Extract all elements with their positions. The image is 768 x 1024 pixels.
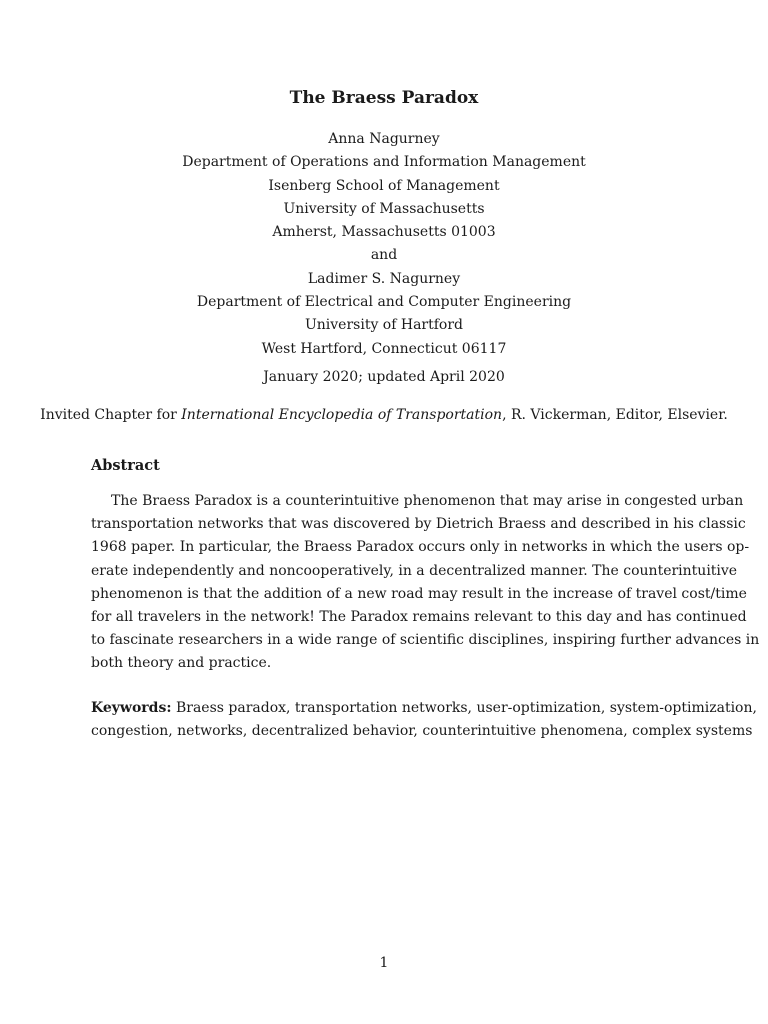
abstract-heading: Abstract xyxy=(91,457,160,474)
abstract-line: transportation networks that was discovered by Dietrich Braess and described in his classic xyxy=(91,516,746,533)
author-affiliation: University of Massachusetts xyxy=(283,200,485,217)
author-address: West Hartford, Connecticut 06117 xyxy=(261,340,507,357)
author-separator: and xyxy=(370,247,398,264)
abstract-line: to fascinate researchers in a wide range of scientific disciplines, inspiring further advances in xyxy=(91,632,760,649)
keywords-section xyxy=(91,697,757,743)
invited-chapter-note xyxy=(0,407,768,423)
abstract-line: for all travelers in the network! The Paradox remains relevant to this day and has continued xyxy=(91,609,747,626)
abstract-line: both theory and practice. xyxy=(91,655,272,672)
author-affiliation: Isenberg School of Management xyxy=(268,177,500,194)
author-name: Anna Nagurney xyxy=(328,131,440,147)
keywords-text: Braess paradox, transportation networks, user-optimization, system-optimization, xyxy=(171,700,757,716)
paper-date: January 2020; updated April 2020 xyxy=(263,369,505,385)
abstract-body xyxy=(91,490,760,676)
keywords-line xyxy=(91,697,757,720)
author-affiliation: Department of Electrical and Computer Engineering xyxy=(196,294,572,311)
author-affiliation: Department of Operations and Information Management xyxy=(182,154,586,171)
abstract-line: 1968 paper. In particular, the Braess Paradox occurs only in networks in which the users op- xyxy=(91,539,750,556)
keywords-label: Keywords: xyxy=(91,700,172,716)
author-affiliation: University of Hartford xyxy=(304,317,464,334)
author-block xyxy=(0,128,768,361)
abstract-line: erate independently and noncooperatively, in a decentralized manner. The counterintuitive xyxy=(91,562,738,579)
paper-title: The Braess Paradox xyxy=(289,88,479,108)
page-number: 1 xyxy=(379,955,389,971)
publication-name: International Encyclopedia of Transportation xyxy=(181,407,503,423)
invited-prefix: Invited Chapter for xyxy=(40,407,182,423)
abstract-line: phenomenon is that the addition of a new road may result in the increase of travel cost/time xyxy=(91,585,747,602)
author-address: Amherst, Massachusetts 01003 xyxy=(272,224,496,241)
invited-suffix: , R. Vickerman, Editor, Elsevier. xyxy=(502,407,728,423)
keywords-line: congestion, networks, decentralized behavior, counterintuitive phenomena, complex systems xyxy=(91,723,753,740)
author-name: Ladimer S. Nagurney xyxy=(307,270,461,287)
abstract-line: The Braess Paradox is a counterintuitive phenomenon that may arise in congested urban xyxy=(111,493,744,509)
